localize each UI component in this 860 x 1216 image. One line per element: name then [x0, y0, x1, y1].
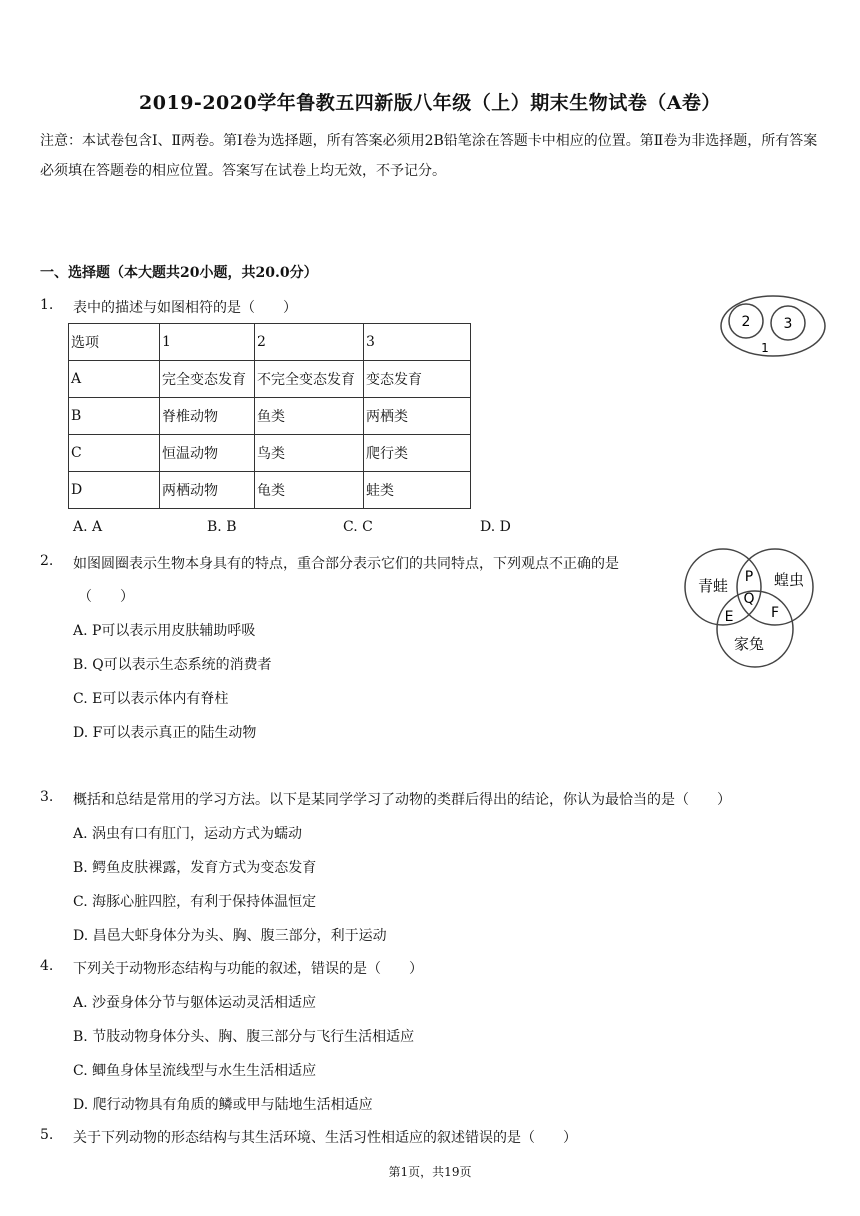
question-4-text: 下列关于动物形态结构与功能的叙述，错误的是（ ）	[73, 961, 423, 977]
option-b[interactable]: B. 鳄鱼皮肤裸露，发育方式为变态发育	[73, 860, 317, 876]
label-3: 3	[783, 316, 793, 332]
question-5-number: 5.	[40, 1127, 54, 1143]
nested-circles-figure	[718, 293, 830, 359]
question-3-text: 概括和总结是常用的学习方法。以下是某同学学习了动物的类群后得出的结论，你认为最恰当的是（ ）	[73, 792, 731, 808]
rabbit-circle	[717, 591, 793, 667]
table-row	[69, 361, 471, 398]
table-cell: 变态发育	[364, 361, 471, 398]
option-c[interactable]: C. 海豚心脏四腔，有利于保持体温恒定	[73, 894, 317, 910]
section-heading: 一、选择题（本大题共20小题，共20.0分）	[40, 265, 318, 281]
option-c[interactable]: C. 鲫鱼身体呈流线型与水生生活相适应	[73, 1063, 317, 1079]
option-a[interactable]: A. 沙蚕身体分节与躯体运动灵活相适应	[73, 995, 317, 1011]
option-d[interactable]: D. D	[480, 519, 511, 535]
question-2-number: 2.	[40, 553, 54, 569]
option-c[interactable]: C. C	[343, 519, 373, 535]
table-cell: 1	[160, 324, 255, 361]
option-d[interactable]: D. 昌邑大虾身体分为头、胸、腹三部分，利于运动	[73, 928, 387, 944]
question-2-text: 如图圆圈表示生物本身具有的特点，重合部分表示它们的共同特点，下列观点不正确的是	[73, 556, 619, 572]
label-2: 2	[741, 314, 751, 330]
question-1-number: 1.	[40, 297, 54, 313]
table-cell: A	[69, 361, 160, 398]
label-q: Q	[743, 591, 755, 607]
table-cell: B	[69, 398, 160, 435]
option-b[interactable]: B. 节肢动物身体分头、胸、腹三部分与飞行生活相适应	[73, 1029, 415, 1045]
table-cell: 两栖动物	[160, 472, 255, 509]
question-3-number: 3.	[40, 789, 54, 805]
page-footer: 第1页，共19页	[388, 1165, 472, 1179]
label-1: 1	[761, 341, 769, 355]
table-cell: 完全变态发育	[160, 361, 255, 398]
table-row	[69, 398, 471, 435]
table-row	[69, 435, 471, 472]
label-p: P	[744, 569, 754, 585]
label-locust: 蝗虫	[773, 571, 805, 589]
option-a[interactable]: A. A	[73, 519, 103, 535]
option-a[interactable]: A. P可以表示用皮肤辅助呼吸	[73, 623, 256, 639]
table-cell: 蛙类	[364, 472, 471, 509]
outer-oval	[721, 296, 825, 356]
table-row	[69, 472, 471, 509]
table-cell: D	[69, 472, 160, 509]
table-cell: 3	[364, 324, 471, 361]
question-1-text: 表中的描述与如图相符的是（ ）	[73, 300, 297, 316]
question-1-table	[68, 323, 471, 509]
exam-notice: 注意：本试卷包含Ⅰ、Ⅱ两卷。第Ⅰ卷为选择题，所有答案必须用2B铅笔涂在答题卡中相应的位置。第Ⅱ卷为非选择题，所有答案必须填在答题卷的相应位置。答案写在试卷上均无效，不予记分。	[40, 133, 818, 179]
table-cell: 爬行类	[364, 435, 471, 472]
table-cell: 鸟类	[255, 435, 364, 472]
option-b[interactable]: B. Q可以表示生态系统的消费者	[73, 657, 272, 673]
option-d[interactable]: D. F可以表示真正的陆生动物	[73, 725, 257, 741]
question-2-paren: （ ）	[78, 589, 134, 605]
table-cell: 两栖类	[364, 398, 471, 435]
table-cell: 脊椎动物	[160, 398, 255, 435]
label-rabbit: 家兔	[733, 635, 765, 653]
label-frog: 青蛙	[697, 577, 729, 595]
table-row	[69, 324, 471, 361]
table-cell: 龟类	[255, 472, 364, 509]
question-4-number: 4.	[40, 958, 54, 974]
page-title: 2019-2020学年鲁教五四新版八年级（上）期末生物试卷（A卷）	[139, 92, 721, 114]
question-5-text: 关于下列动物的形态结构与其生活环境、生活习性相适应的叙述错误的是（ ）	[73, 1130, 577, 1146]
option-c[interactable]: C. E可以表示体内有脊柱	[73, 691, 229, 707]
table-cell: 2	[255, 324, 364, 361]
option-d[interactable]: D. 爬行动物具有角质的鳞或甲与陆地生活相适应	[73, 1097, 373, 1113]
table-cell: 恒温动物	[160, 435, 255, 472]
question-1-options	[0, 519, 860, 539]
table-cell: C	[69, 435, 160, 472]
table-cell: 鱼类	[255, 398, 364, 435]
table-cell: 选项	[69, 324, 160, 361]
option-a[interactable]: A. 涡虫有口有肛门，运动方式为蠕动	[73, 826, 303, 842]
label-e: E	[724, 609, 734, 625]
label-f: F	[770, 605, 780, 621]
table-cell: 不完全变态发育	[255, 361, 364, 398]
venn-diagram-figure	[683, 545, 819, 671]
option-b[interactable]: B. B	[207, 519, 237, 535]
